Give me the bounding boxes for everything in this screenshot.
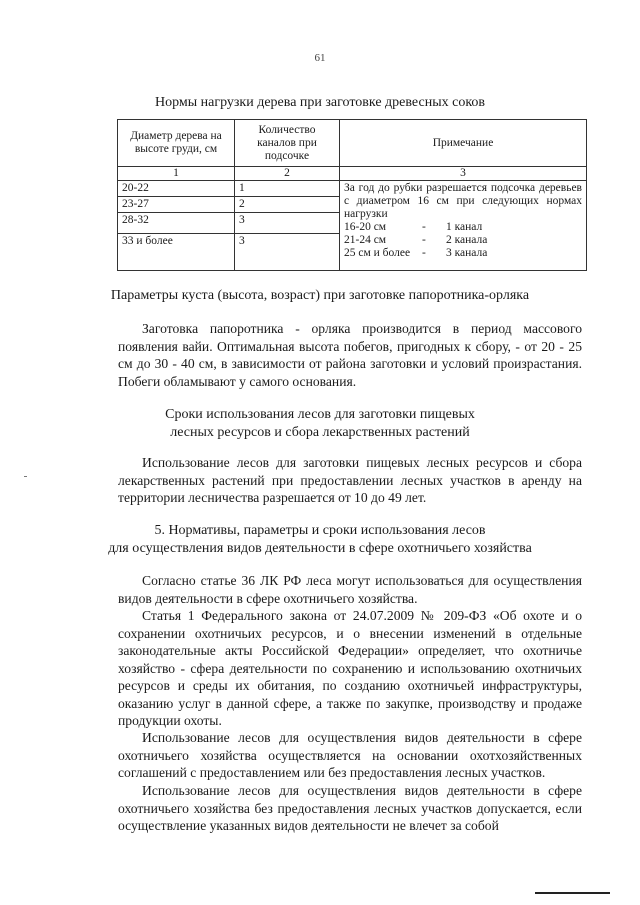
column-number-row (118, 167, 587, 181)
channels-cell: 1 (235, 181, 340, 197)
channels-cell: 3 (235, 234, 340, 271)
note-cell (340, 181, 587, 271)
paragraph-3: Использование лесов для осуществления видов деятельности в сфере охотничьего хозяйства осуществляется на основании охотхозяйственных соглашений с предоставлением или без предоставления лесных участков. (118, 730, 582, 780)
table-title: Нормы нагрузки дерева при заготовке древесных соков (154, 95, 486, 110)
column-number: 2 (235, 167, 340, 181)
note-item: 21-24 см - 2 канала (344, 234, 488, 246)
diameter-cell: 23-27 (118, 197, 235, 213)
header-note: Примечание (340, 120, 587, 167)
footer-rule (535, 892, 610, 894)
paragraph-2: Статья 1 Федерального закона от 24.07.2009 № 209-ФЗ «Об охоте и о сохранении охотничьих ресурсов, и о внесении изменений в отдельные законодательные акты Российской Федерации» определяет, что охотничье хозяйство - сфера деятельности по сохранению и использованию охотничьих ресурсов и среды их обитания, по созданию охотничьей инфраструктуры, оказанию услуг в данной сфере, а также по закупке, производству и продаже продукции охоты. (118, 608, 582, 728)
note-item: 25 см и более - 3 канала (344, 247, 488, 259)
section-terms-text: Использование лесов для заготовки пищевых лесных ресурсов и сбора лекарственных растений при предоставлении лесных участков в аренду на территории лесничества разрешается от 10 до 49 лет. (118, 455, 582, 505)
channels-cell: 2 (235, 197, 340, 213)
page-number: 61 (314, 52, 326, 64)
column-number: 3 (340, 167, 587, 181)
column-number: 1 (118, 167, 235, 181)
margin-mark (24, 476, 27, 477)
sap-load-norms-table (117, 119, 587, 271)
note-text: За год до рубки разрешается подсочка деревьев с диаметром 16 см при следующих нормах нагрузки (344, 182, 582, 220)
diameter-cell: 20-22 (118, 181, 235, 197)
diameter-cell: 28-32 (118, 213, 235, 234)
section-fern-title: Параметры куста (высота, возраст) при заготовке папоротника-орляка (110, 288, 530, 303)
note-item: 16-20 см - 1 канал (344, 221, 483, 233)
header-channels: Количество каналов при подсочке (235, 120, 340, 167)
table-row (118, 181, 587, 197)
section5-title: 5. Нормативы, параметры и сроки использования лесов для осуществления видов деятельности в сфере охотничьего хозяйства (108, 523, 532, 556)
table-header-row (118, 120, 587, 167)
channels-cell: 3 (235, 213, 340, 234)
section-terms-title: Сроки использования лесов для заготовки пищевых лесных ресурсов и сбора лекарственных растений (165, 407, 475, 440)
paragraph-1: Согласно статье 36 ЛК РФ леса могут использоваться для осуществления видов деятельности в сфере охотничьего хозяйства. (118, 573, 582, 606)
header-diameter: Диаметр дерева на высоте груди, см (118, 120, 235, 167)
paragraph-4: Использование лесов для осуществления видов деятельности в сфере охотничьего хозяйства без предоставления лесных участков допускается, если осуществление указанных видов деятельности не влечет за собой (118, 783, 582, 833)
diameter-cell: 33 и более (118, 234, 235, 271)
section-fern-text: Заготовка папоротника - орляка производится в период массового появления вайи. Оптимальная высота побегов, пригодных к сбору, - от 20 - 25 см до 30 - 40 см, в зависимости от района заготовки и условий произрастания. Побеги обламывают у самого основания. (118, 321, 582, 389)
